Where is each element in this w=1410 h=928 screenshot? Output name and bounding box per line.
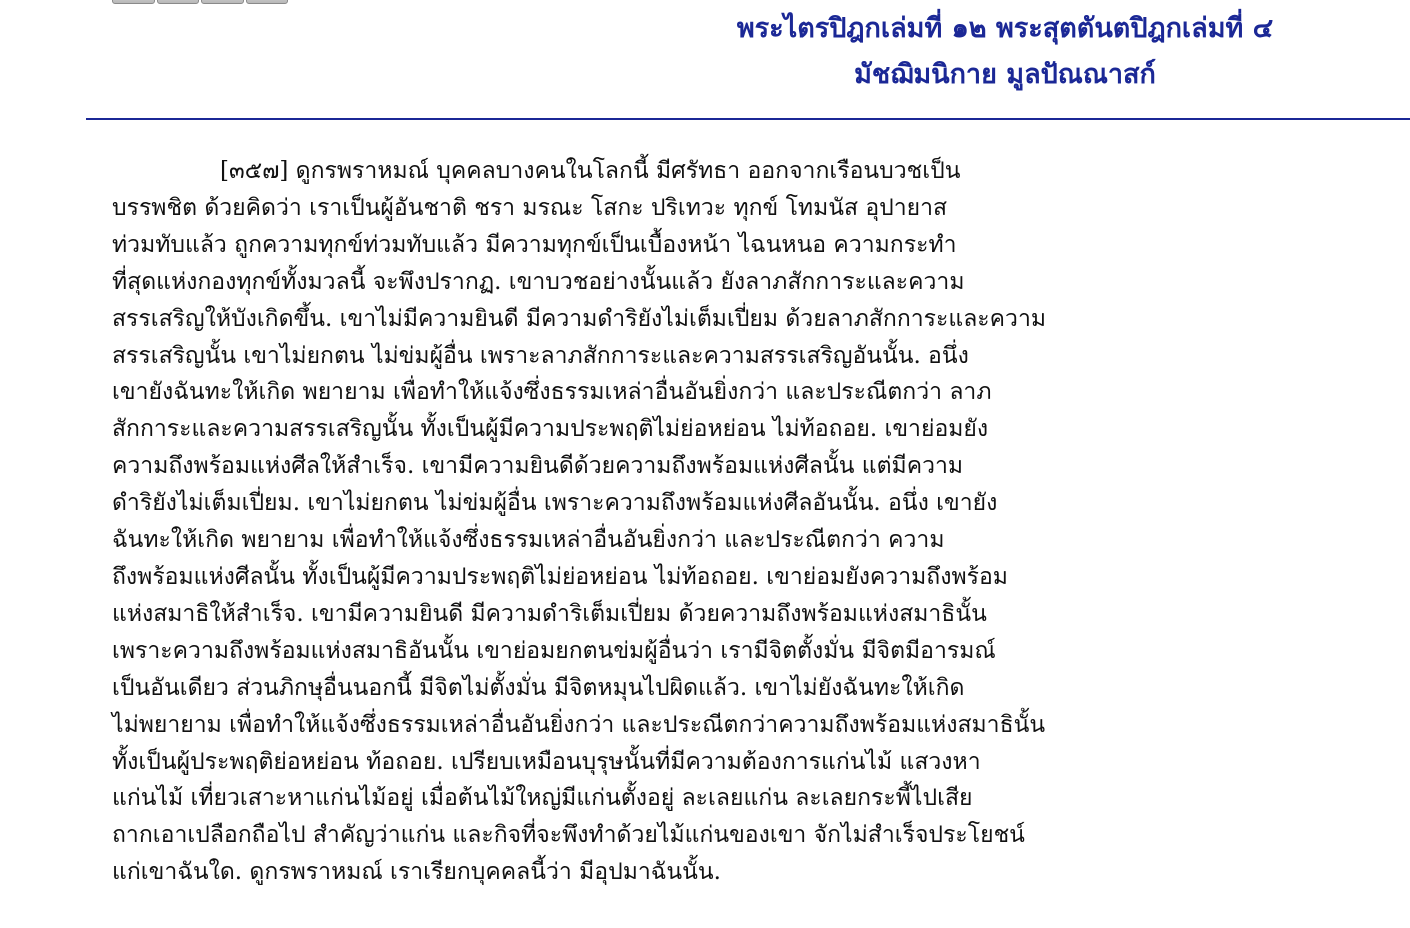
paragraph-line: บรรพชิต ด้วยคิดว่า เราเป็นผู้อันชาติ ชรา มรณะ โสกะ ปริเทวะ ทุกข์ โทมนัส อุปายาส (112, 194, 948, 221)
paragraph-line: แก่เขาฉันใด. ดูกรพราหมณ์ เราเรียกบุคคลนี้ว่า มีอุปมาฉันนั้น. (112, 859, 721, 886)
sutta-paragraph (112, 153, 1372, 891)
paragraph-line: สรรเสริญนั้น เขาไม่ยกตน ไม่ข่มผู้อื่น เพราะลาภสักการะและความสรรเสริญอันนั้น. อนึ่ง (112, 342, 969, 369)
paragraph-line: เพราะความถึงพร้อมแห่งสมาธิอันนั้น เขาย่อมยกตนข่มผู้อื่นว่า เรามีจิตตั้งมั่น มีจิตมีอารมณ์ (112, 637, 996, 664)
nav-button-4[interactable] (246, 0, 289, 4)
nav-button-2[interactable] (157, 0, 200, 4)
paragraph-line: สรรเสริญให้บังเกิดขึ้น. เขาไม่มีความยินดี มีความดำริยังไม่เต็มเปี่ยม ด้วยลาภสักการะและความ (112, 305, 1047, 332)
paragraph-line: ที่สุดแห่งกองทุกข์ทั้งมวลนี้ จะพึงปรากฏ. เขาบวชอย่างนั้นแล้ว ยังลาภสักการะและความ (112, 268, 965, 295)
title-line-1: พระไตรปิฎกเล่มที่ ๑๒ พระสุตตันตปิฎกเล่มที่ ๔ (736, 13, 1274, 44)
nav-button-1[interactable] (112, 0, 155, 4)
page-title (640, 6, 1370, 98)
paragraph-line: ดำริยังไม่เต็มเปี่ยม. เขาไม่ยกตน ไม่ข่มผู้อื่น เพราะความถึงพร้อมแห่งศีลอันนั้น. อนึ่ง เขายัง (112, 490, 998, 517)
paragraph-line: ไม่พยายาม เพื่อทำให้แจ้งซึ่งธรรมเหล่าอื่นอันยิ่งกว่า และประณีตกว่าความถึงพร้อมแห่งสมาธินั้น (112, 711, 1046, 738)
paragraph-line: แก่นไม้ เที่ยวเสาะหาแก่นไม้อยู่ เมื่อต้นไม้ใหญ่มีแก่นตั้งอยู่ ละเลยแก่น ละเลยกระพี้ไปเสีย (112, 785, 973, 812)
paragraph-line: ท่วมทับแล้ว ถูกความทุกข์ท่วมทับแล้ว มีความทุกข์เป็นเบื้องหน้า ไฉนหนอ ความกระทำ (112, 231, 957, 258)
paragraph-line: [๓๕๗] ดูกรพราหมณ์ บุคคลบางคนในโลกนี้ มีศรัทธา ออกจากเรือนบวชเป็น (220, 158, 961, 184)
top-navigation-buttons (112, 0, 288, 4)
paragraph-line: เขายังฉันทะให้เกิด พยายาม เพื่อทำให้แจ้งซึ่งธรรมเหล่าอื่นอันยิ่งกว่า และประณีตกว่า ลาภ (112, 379, 992, 406)
title-line-2: มัชฌิมนิกาย มูลปัณณาสก์ (854, 59, 1156, 90)
paragraph-line: เป็นอันเดียว ส่วนภิกษุอื่นนอกนี้ มีจิตไม่ตั้งมั่น มีจิตหมุนไปผิดแล้ว. เขาไม่ยังฉันทะให้เกิด (112, 674, 965, 701)
paragraph-line: ถากเอาเปลือกถือไป สำคัญว่าแก่น และกิจที่จะพึงทำด้วยไม้แก่นของเขา จักไม่สำเร็จประโยชน์ (112, 822, 1025, 849)
paragraph-line: ทั้งเป็นผู้ประพฤติย่อหย่อน ท้อถอย. เปรียบเหมือนบุรุษนั้นที่มีความต้องการแก่นไม้ แสวงหา (112, 748, 981, 775)
paragraph-line: ฉันทะให้เกิด พยายาม เพื่อทำให้แจ้งซึ่งธรรมเหล่าอื่นอันยิ่งกว่า และประณีตกว่า ความ (112, 527, 945, 554)
paragraph-line: ความถึงพร้อมแห่งศีลให้สำเร็จ. เขามีความยินดีด้วยความถึงพร้อมแห่งศีลนั้น แต่มีความ (112, 453, 964, 480)
nav-button-3[interactable] (201, 0, 244, 4)
paragraph-line: สักการะและความสรรเสริญนั้น ทั้งเป็นผู้มีความประพฤติไม่ย่อหย่อน ไม่ท้อถอย. เขาย่อมยัง (112, 416, 989, 443)
paragraph-line: แห่งสมาธิให้สำเร็จ. เขามีความยินดี มีความดำริเต็มเปี่ยม ด้วยความถึงพร้อมแห่งสมาธินั้น (112, 600, 987, 627)
header-divider (86, 118, 1410, 120)
paragraph-line: ถึงพร้อมแห่งศีลนั้น ทั้งเป็นผู้มีความประพฤติไม่ย่อหย่อน ไม่ท้อถอย. เขาย่อมยังความถึงพร้อม (112, 563, 1008, 590)
